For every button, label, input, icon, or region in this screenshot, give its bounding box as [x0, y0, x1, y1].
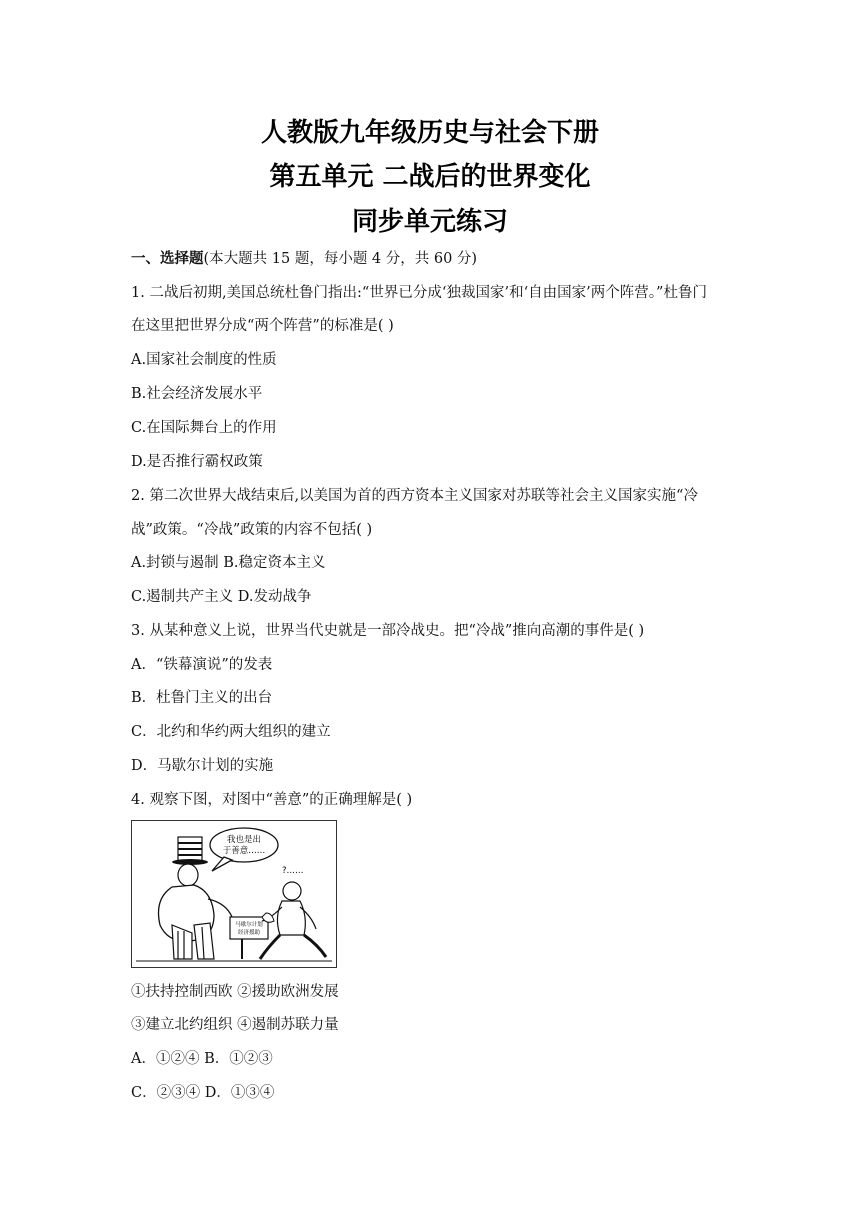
- q4-options-row2: C．②③④ D．①③④: [131, 1085, 275, 1101]
- q2-stem-line1: 2. 第二次世界大战结束后,以美国为首的西方资本主义国家对苏联等社会主义国家实施“冷: [131, 488, 698, 504]
- q2-options-row2: C.遏制共产主义 D.发动战争: [131, 589, 312, 605]
- q3-option-b: B．杜鲁门主义的出台: [131, 690, 273, 706]
- q4-items-row1: ①扶持控制西欧 ②援助欧洲发展: [131, 984, 339, 1000]
- q3-option-a: A．“铁幕演说”的发表: [131, 657, 273, 673]
- marshall-plan-sign: [230, 917, 268, 959]
- q3-stem: 3. 从某种意义上说，世界当代史就是一部冷战史。把“冷战”推向高潮的事件是( ): [131, 623, 645, 639]
- q3-option-c: C．北约和华约两大组织的建立: [131, 724, 331, 740]
- sign-text-line2: 经济援助: [237, 930, 261, 936]
- q4-stem: 4. 观察下图，对图中“善意”的正确理解是( ): [131, 792, 413, 808]
- section-head-note: (本大题共 15 题，每小题 4 分，共 60 分): [203, 251, 478, 267]
- question-marks: ?……: [282, 866, 304, 876]
- q2-stem-line2: 战”政策。“冷战”政策的内容不包括( ): [131, 522, 373, 538]
- unit-title: 第五单元 二战后的世界变化: [269, 162, 591, 192]
- q4-items-row2: ③建立北约组织 ④遏制苏联力量: [131, 1017, 339, 1033]
- q4-options-row1: A．①②④ B．①②③: [131, 1051, 273, 1067]
- q1-stem-line1: 1. 二战后初期,美国总统杜鲁门指出:“世界已分成‘独裁国家’和‘自由国家’两个阵营。”杜鲁门: [131, 285, 707, 301]
- q1-option-a: A.国家社会制度的性质: [131, 352, 277, 368]
- bubble-text-line1: 我也是出: [226, 835, 262, 845]
- sign-text-line1: 马歇尔计划: [235, 922, 263, 928]
- q2-options-row1: A.封锁与遏制 B.稳定资本主义: [131, 555, 326, 571]
- bubble-text-line2: 于善意……: [222, 846, 266, 856]
- q3-option-d: D．马歇尔计划的实施: [131, 758, 274, 774]
- european-figure: [260, 882, 326, 959]
- q1-stem-line2: 在这里把世界分成“两个阵营”的标准是( ): [131, 318, 394, 334]
- section-heading: [131, 247, 477, 268]
- section-head-label: 一、选择题: [131, 250, 204, 267]
- q1-option-c: C.在国际舞台上的作用: [131, 420, 277, 436]
- q1-option-b: B.社会经济发展水平: [131, 386, 263, 402]
- q1-option-d: D.是否推行霸权政策: [131, 454, 263, 470]
- marshall-plan-cartoon: [131, 820, 337, 968]
- document-title: 人教版九年级历史与社会下册: [260, 118, 599, 148]
- exercise-title: 同步单元练习: [351, 207, 508, 237]
